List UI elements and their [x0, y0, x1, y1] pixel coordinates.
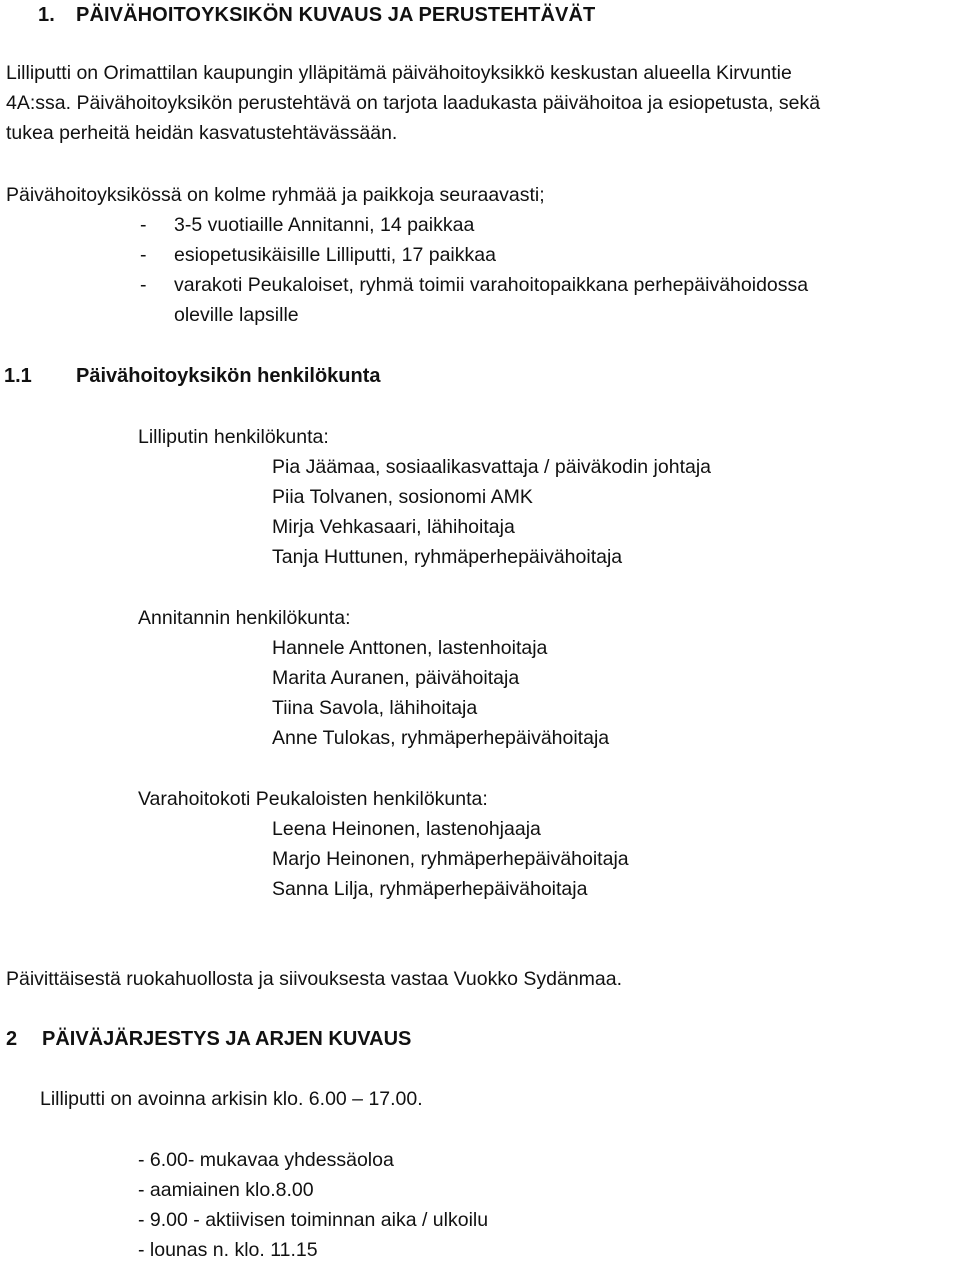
section-1-1-title: Päivähoitoyksikön henkilökunta: [76, 365, 381, 387]
list-dash: -: [140, 214, 147, 236]
group-item-text: 3-5 vuotiaille Annitanni, 14 paikkaa: [174, 214, 475, 236]
staff-member: Leena Heinonen, lastenohjaaja: [272, 818, 541, 840]
group-item-3-continuation: oleville lapsille: [174, 304, 299, 326]
list-dash: -: [140, 244, 147, 266]
groups-intro: Päivähoitoyksikössä on kolme ryhmää ja paikkoja seuraavasti;: [6, 184, 545, 206]
schedule-item: - aamiainen klo.8.00: [138, 1179, 314, 1201]
kitchen-note: Päivittäisestä ruokahuollosta ja siivouksesta vastaa Vuokko Sydänmaa.: [6, 968, 623, 990]
staff-group-heading-peukaloiset: Varahoitokoti Peukaloisten henkilökunta:: [138, 788, 488, 810]
intro-line-1: Lilliputti on Orimattilan kaupungin ylläpitämä päivähoitoyksikkö keskustan alueella Kirvuntie: [6, 62, 792, 84]
staff-member: Pia Jäämaa, sosiaalikasvattaja / päiväkodin johtaja: [272, 456, 712, 478]
staff-member: Piia Tolvanen, sosionomi AMK: [272, 486, 533, 508]
schedule-item: - 6.00- mukavaa yhdessäoloa: [138, 1149, 394, 1171]
staff-member: Hannele Anttonen, lastenhoitaja: [272, 637, 548, 659]
staff-member: Mirja Vehkasaari, lähihoitaja: [272, 516, 515, 538]
list-dash: -: [140, 274, 147, 296]
group-item-text: varakoti Peukaloiset, ryhmä toimii varahoitopaikkana perhepäivähoidossa: [174, 274, 809, 296]
staff-member: Anne Tulokas, ryhmäperhepäivähoitaja: [272, 727, 610, 749]
section-1-1-heading: [4, 361, 381, 391]
staff-group-heading-annitanni: Annitannin henkilökunta:: [138, 607, 351, 629]
section-2-number: 2: [6, 1028, 18, 1050]
staff-group-heading-lilliputti: Lilliputin henkilökunta:: [138, 426, 329, 448]
staff-member: Marjo Heinonen, ryhmäperhepäivähoitaja: [272, 848, 629, 870]
intro-line-2: 4A:ssa. Päivähoitoyksikön perustehtävä on tarjota laadukasta päivähoitoa ja esiopetusta, sekä: [6, 92, 821, 114]
staff-member: Marita Auranen, päivähoitaja: [272, 667, 520, 689]
staff-member: Tiina Savola, lähihoitaja: [272, 697, 478, 719]
section-1-heading: [38, 0, 595, 30]
schedule-item: - 9.00 - aktiivisen toiminnan aika / ulkoilu: [138, 1209, 489, 1231]
staff-member: Tanja Huttunen, ryhmäperhepäivähoitaja: [272, 546, 623, 568]
staff-member: Sanna Lilja, ryhmäperhepäivähoitaja: [272, 878, 588, 900]
schedule-item: - lounas n. klo. 11.15: [138, 1239, 318, 1261]
section-1-number: 1.: [38, 4, 55, 26]
section-2-title: PÄIVÄJÄRJESTYS JA ARJEN KUVAUS: [42, 1028, 412, 1050]
group-item-text: esiopetusikäisille Lilliputti, 17 paikkaa: [174, 244, 496, 266]
opening-hours: Lilliputti on avoinna arkisin klo. 6.00 – 17.00.: [40, 1088, 423, 1110]
section-1-1-number: 1.1: [4, 365, 32, 387]
section-2-heading: [6, 1024, 411, 1054]
section-1-title: PÄIVÄHOITOYKSIKÖN KUVAUS JA PERUSTEHTÄVÄT: [76, 4, 596, 26]
group-item-3: [140, 270, 808, 300]
group-item-1: [140, 210, 474, 240]
group-item-2: [140, 240, 496, 270]
intro-line-3: tukea perheitä heidän kasvatustehtävässään.: [6, 122, 398, 144]
